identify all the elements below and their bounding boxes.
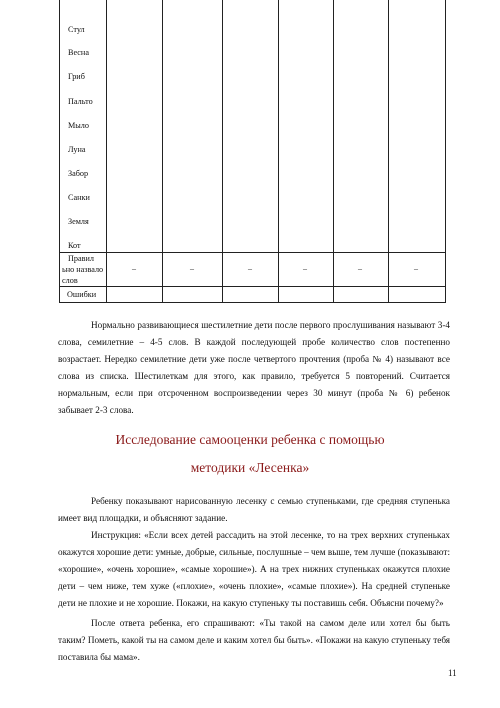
correct-row-label-3: слов (62, 276, 78, 285)
table-col-line (162, 0, 163, 303)
table-cell-dash: – (414, 264, 418, 273)
table-col-line (333, 0, 334, 303)
table-col-line (106, 0, 107, 303)
table-row-label: Санки (68, 193, 90, 202)
table-row-line (59, 252, 446, 253)
table-cell-dash: – (190, 264, 194, 273)
paragraph-task-intro: Ребенку показывают нарисованную лесенку с семью ступеньками, где средняя ступенька имеет вид площадки, и объясняют задание. (58, 496, 450, 523)
table-border-left (59, 0, 60, 303)
table-cell-dash: – (303, 264, 307, 273)
word-recall-table (59, 0, 446, 303)
page-number: 11 (448, 668, 457, 678)
section-heading-line1: Исследование самооценки ребенка с помощью (115, 432, 385, 447)
correct-row-label-2: ьно назвало (62, 265, 104, 274)
table-row-label: Луна (68, 145, 86, 154)
correct-row-label-1: Правил (68, 254, 94, 263)
table-row-label: Забор (68, 169, 89, 178)
paragraph-instruction: Инструкция: «Если всех детей рассадить на этой лесенке, то на трех верхних ступеньках окажутся хорошие дети: умные, добрые, сильные, послушные – чем выше, тем лучше (показывают: «хорошие», «очень хорошие», «самые хорошие»). А на трех нижних ступеньках окажутся плохие дети – чем ниже, тем хуже («плохие», «очень плохие», «самые плохие»). На средней ступеньке дети не плохие и не хорошие. Покажи, на какую ступеньку ты поставишь себя. Объясни почему?» (58, 530, 450, 608)
table-border-right (445, 0, 446, 303)
table-row-label: Мыло (68, 121, 89, 130)
table-row-line (59, 286, 446, 287)
paragraph-norms: Нормально развивающиеся шестилетние дети после первого прослушивания называют 3-4 слова, семилетние – 4-5 слов. В каждой последующей пробе количество слов постепенно возрастает. Нередко семилетние дети уже после четвертого прочтения (проба № 4) называют все слова из списка. Шестилеткам для этого, как правило, требуется 5 повторений. Считается нормальным, если при отсроченном воспроизведении через 30 минут (проба № 6) ребенок забывает 2-3 слова. (58, 320, 450, 415)
table-col-line (388, 0, 389, 303)
table-row-label: Стул (68, 25, 85, 34)
table-col-line (278, 0, 279, 303)
table-row-label: Земля (68, 217, 89, 226)
paragraph-followup: После ответа ребенка, его спрашивают: «Ты такой на самом деле или хотел бы быть таким? Пометь, какой ты на самом деле и каким хотел бы быть». «Покажи на какую ступеньку тебя поставила бы мама». (58, 618, 450, 662)
table-col-line (222, 0, 223, 303)
errors-row-label: Ошибки (67, 290, 97, 299)
table-border-bottom (59, 302, 446, 303)
table-cell-dash: – (132, 264, 136, 273)
table-row-label: Весна (68, 48, 89, 57)
section-heading-line2: методики «Лесенка» (190, 460, 310, 475)
table-row-label: Гриб (68, 72, 85, 81)
table-cell-dash: – (248, 264, 252, 273)
table-cell-dash: – (358, 264, 362, 273)
table-row-label: Пальто (68, 97, 93, 106)
table-row-label: Кот (68, 241, 81, 250)
